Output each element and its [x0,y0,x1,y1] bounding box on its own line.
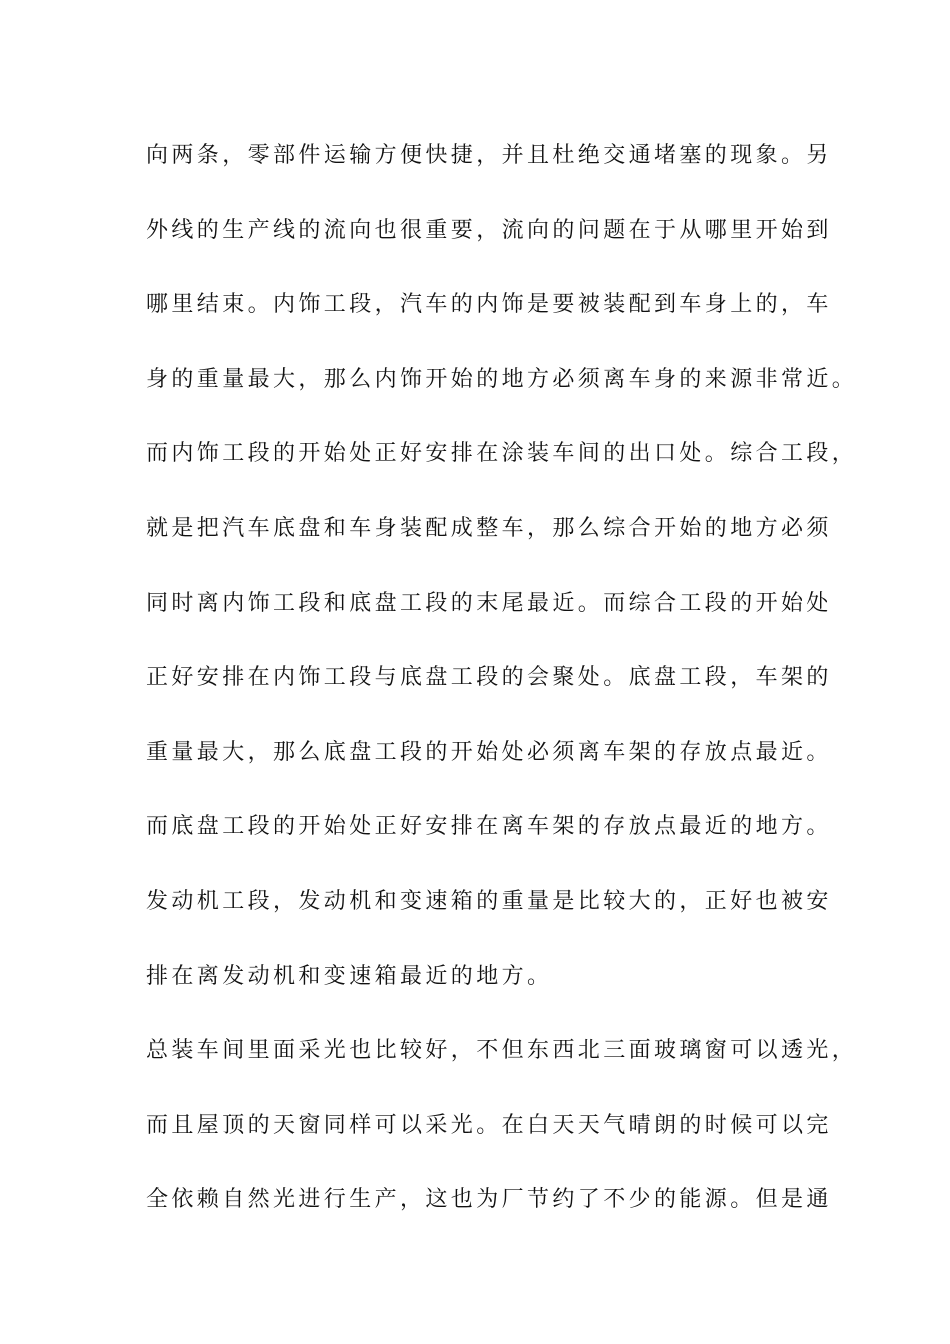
text-line-3: 哪里结束。内饰工段，汽车的内饰是要被装配到车身上的，车 [146,292,832,318]
text-line-8: 正好安排在内饰工段与底盘工段的会聚处。底盘工段，车架的 [146,665,832,691]
text-line-14: 而且屋顶的天窗同样可以采光。在白天天气晴朗的时候可以完 [146,1112,832,1138]
text-line-6: 就是把汽车底盘和车身装配成整车，那么综合开始的地方必须 [146,515,832,541]
text-line-1: 向两条，零部件运输方便快捷，并且杜绝交通堵塞的现象。另 [146,143,832,168]
text-line-12: 排在离发动机和变速箱最近的地方。 [146,963,553,989]
text-line-2: 外线的生产线的流向也很重要，流向的问题在于从哪里开始到 [146,217,832,243]
text-line-15: 全依赖自然光进行生产，这也为厂节约了不少的能源。但是通 [146,1187,832,1213]
body-text [146,128,858,1247]
text-line-5: 而内饰工段的开始处正好安排在涂装车间的出口处。综合工段， [146,441,858,467]
text-line-7: 同时离内饰工段和底盘工段的末尾最近。而综合工段的开始处 [146,590,832,616]
text-line-11: 发动机工段，发动机和变速箱的重量是比较大的，正好也被安 [146,888,832,914]
text-line-10: 而底盘工段的开始处正好安排在离车架的存放点最近的地方。 [146,814,832,840]
text-line-13: 总装车间里面采光也比较好，不但东西北三面玻璃窗可以透光， [146,1038,858,1064]
text-line-4: 身的重量最大，那么内饰开始的地方必须离车身的来源非常近。 [146,366,858,392]
text-line-9: 重量最大，那么底盘工段的开始处必须离车架的存放点最近。 [146,739,832,765]
